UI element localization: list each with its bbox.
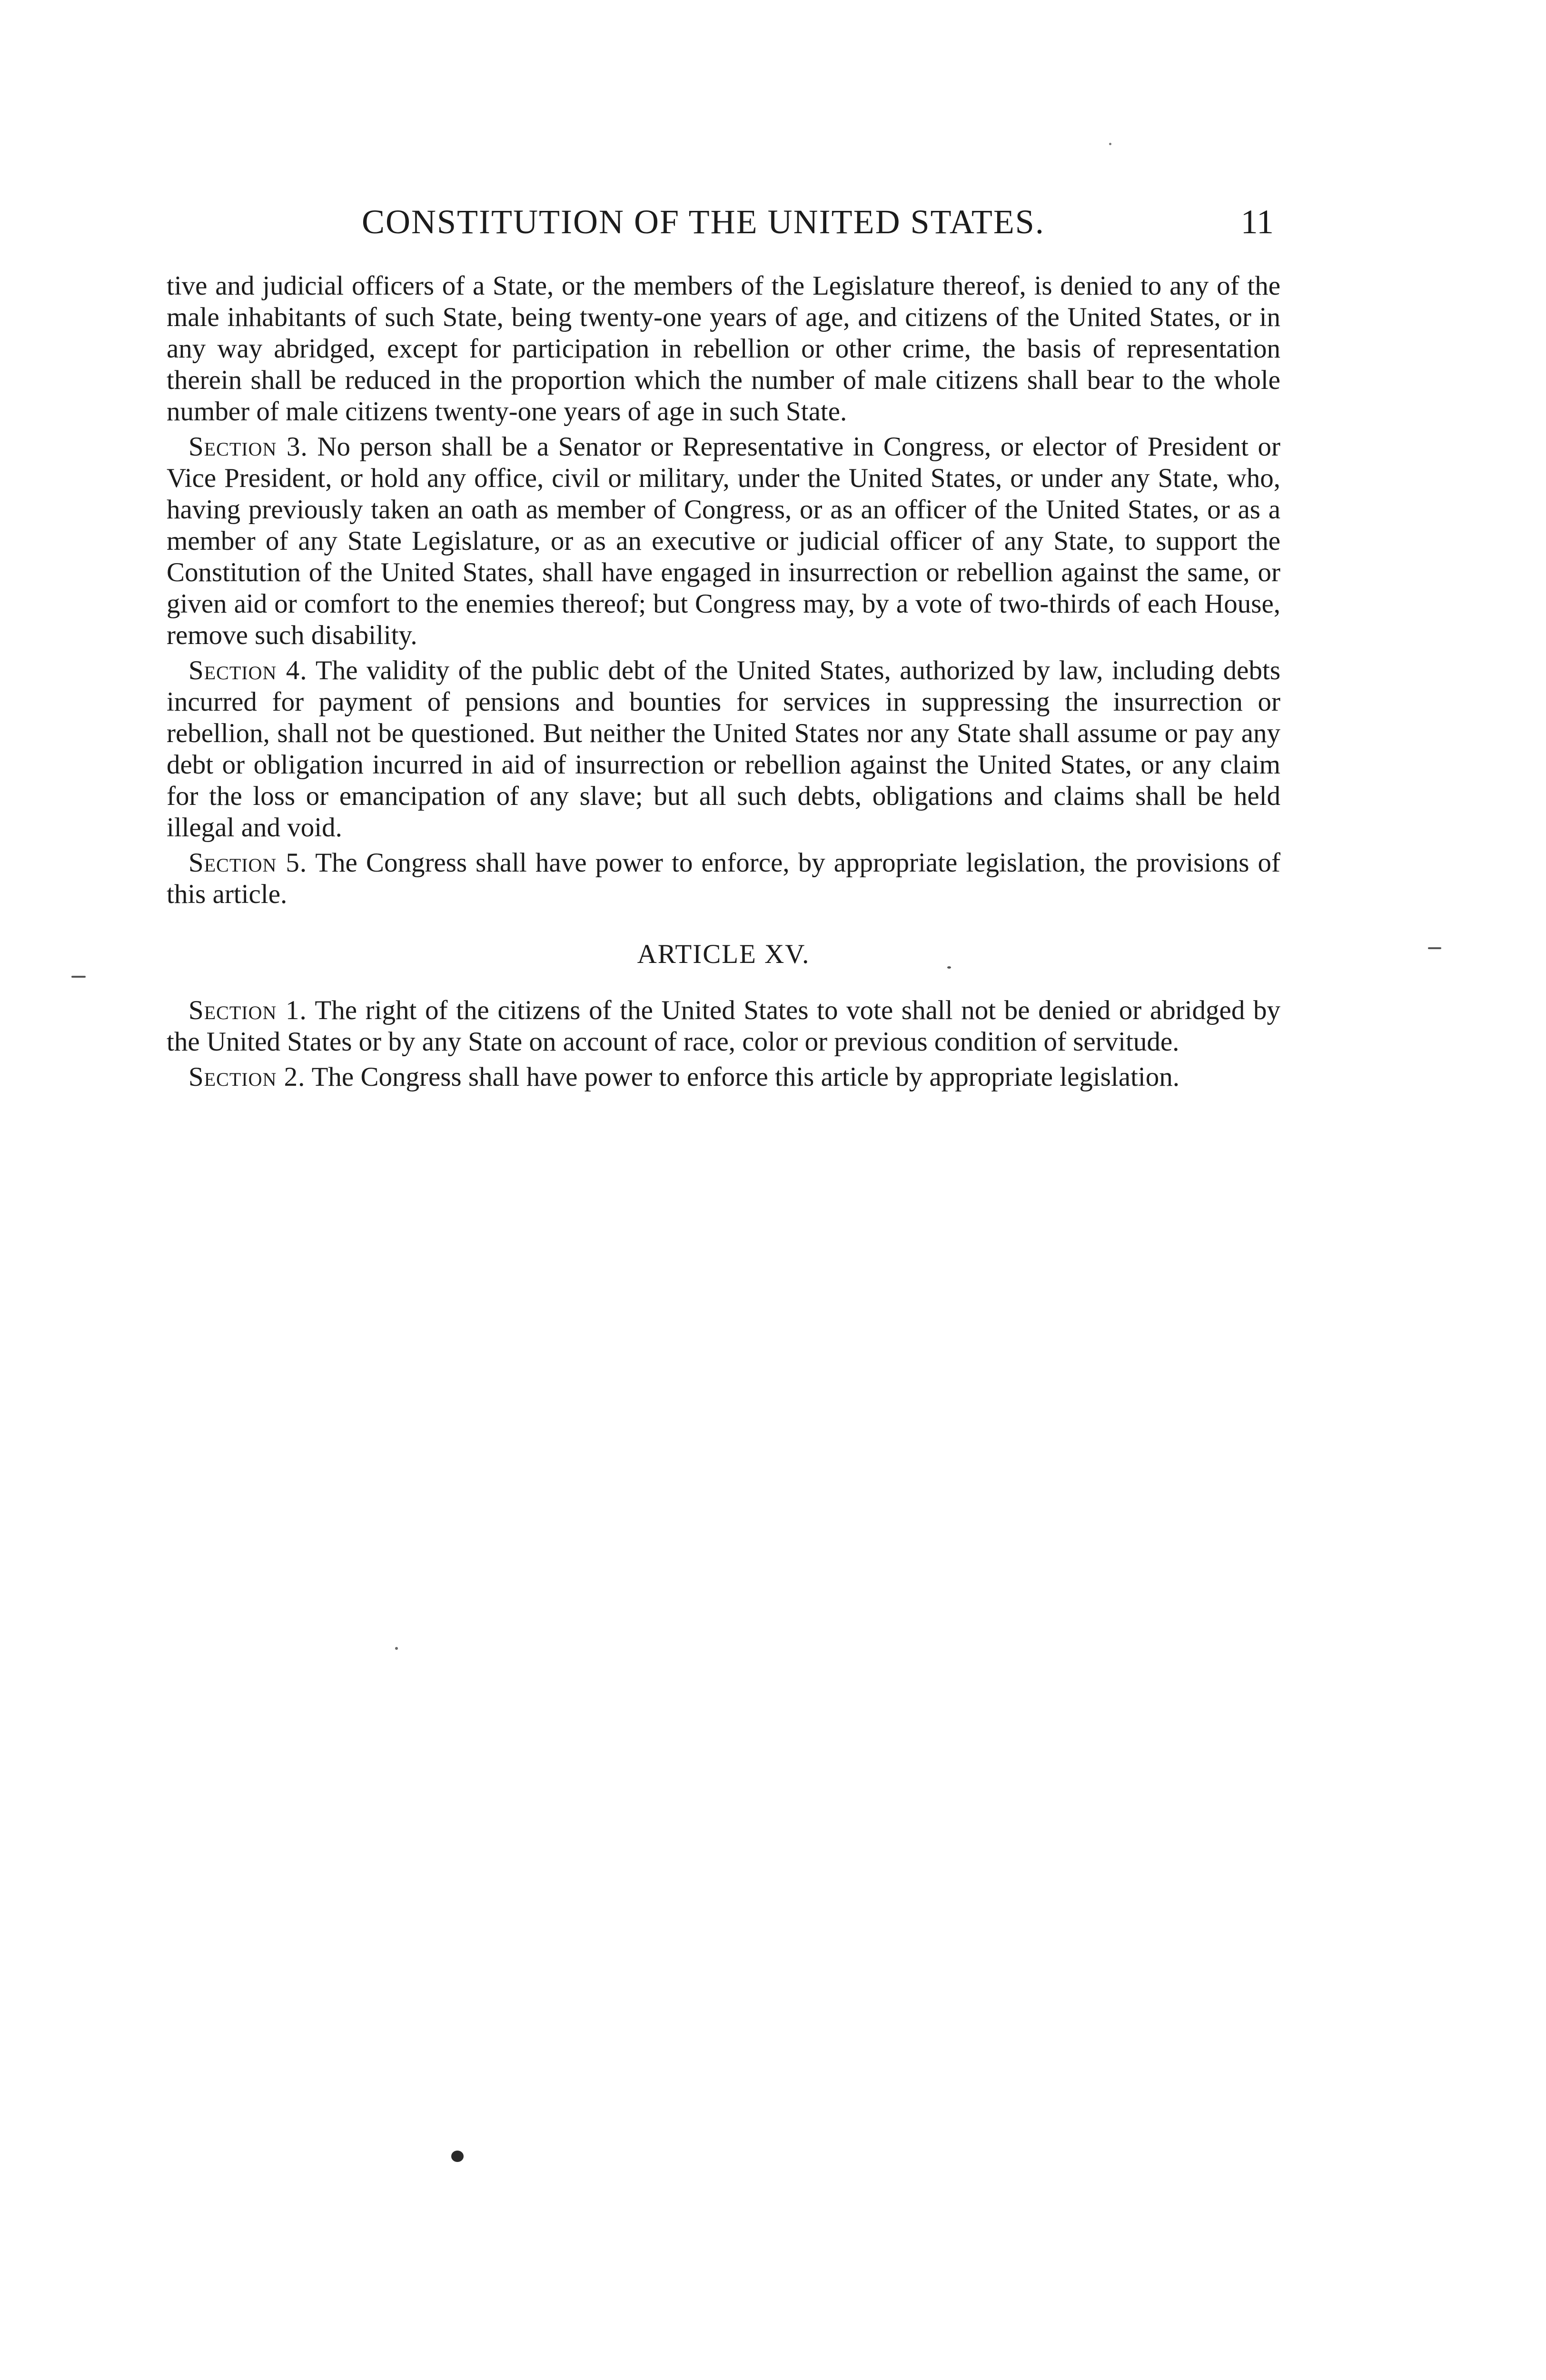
article-xv-title: ARTICLE XV.	[637, 939, 810, 969]
continuation-paragraph: tive and judicial officers of a State, or the members of the Legislature thereof, is denied to any of the male inhabitants of such State, being twenty-one years of age, and citizens of the United States, or in any way abridged, except for participation in rebellion or other crime, the basis of representation therein shall be reduced in the proportion which the number of male citizens shall bear to the whole number of male citizens twenty-one years of age in such State.	[167, 271, 1280, 426]
body-text	[167, 270, 1280, 1097]
running-head: CONSTITUTION OF THE UNITED STATES.	[362, 203, 1045, 241]
page-number: 11	[1240, 203, 1274, 241]
section-5-label: Section 5.	[188, 848, 307, 878]
article-xv-section-1-label: Section 1.	[188, 995, 307, 1025]
page-header	[167, 202, 1280, 245]
section-3-text: No person shall be a Senator or Representative in Congress, or elector of President or Vice President, or hold any office, civil or military, under the United States, or under any State, who, having previously taken an oath as member of Congress, or as an officer of the United States, or as a member of any State Legislature, or as an executive or judicial officer of any State, to support the Constitution of the United States, shall have engaged in insurrection or rebellion against the same, or given aid or comfort to the enemies thereof; but Congress may, by a vote of two-thirds of each House, remove such disability.	[167, 432, 1281, 650]
article-xv-section-2-text: The Congress shall have power to enforce this article by appropriate legislation.	[311, 1062, 1179, 1092]
ink-speck	[1109, 143, 1111, 145]
article-xv-section-2-label: Section 2.	[188, 1062, 306, 1092]
section-3-paragraph	[167, 431, 1280, 651]
section-5-text: The Congress shall have power to enforce, by appropriate legislation, the provisions of this article.	[167, 848, 1280, 909]
section-4-label: Section 4.	[188, 655, 307, 685]
ink-speck	[451, 2151, 464, 2162]
article-xv-section-1-paragraph	[167, 995, 1280, 1058]
section-4-text: The validity of the public debt of the United States, authorized by law, including debts incurred for payment of pensions and bounties for services in suppressing the insurrection or rebellion, shall not be questioned. But neither the United States nor any State shall assume or pay any debt or obligation incurred in aid of insurrection or rebellion against the United States, or any claim for the loss or emancipation of any slave; but all such debts, obligations and claims shall be held illegal and void.	[167, 655, 1280, 843]
article-xv-section-2-paragraph	[167, 1061, 1280, 1093]
ink-speck	[947, 966, 951, 969]
article-xv-section-1-text: The right of the citizens of the United States to vote shall not be denied or abridged by the United States or by any State on account of race, color or previous condition of servitude.	[167, 995, 1280, 1057]
section-3-label: Section 3.	[188, 432, 308, 462]
ink-speck	[71, 976, 86, 978]
section-5-paragraph	[167, 847, 1280, 910]
ink-speck	[395, 1647, 398, 1650]
section-4-paragraph	[167, 655, 1280, 843]
ink-speck	[1428, 947, 1441, 949]
